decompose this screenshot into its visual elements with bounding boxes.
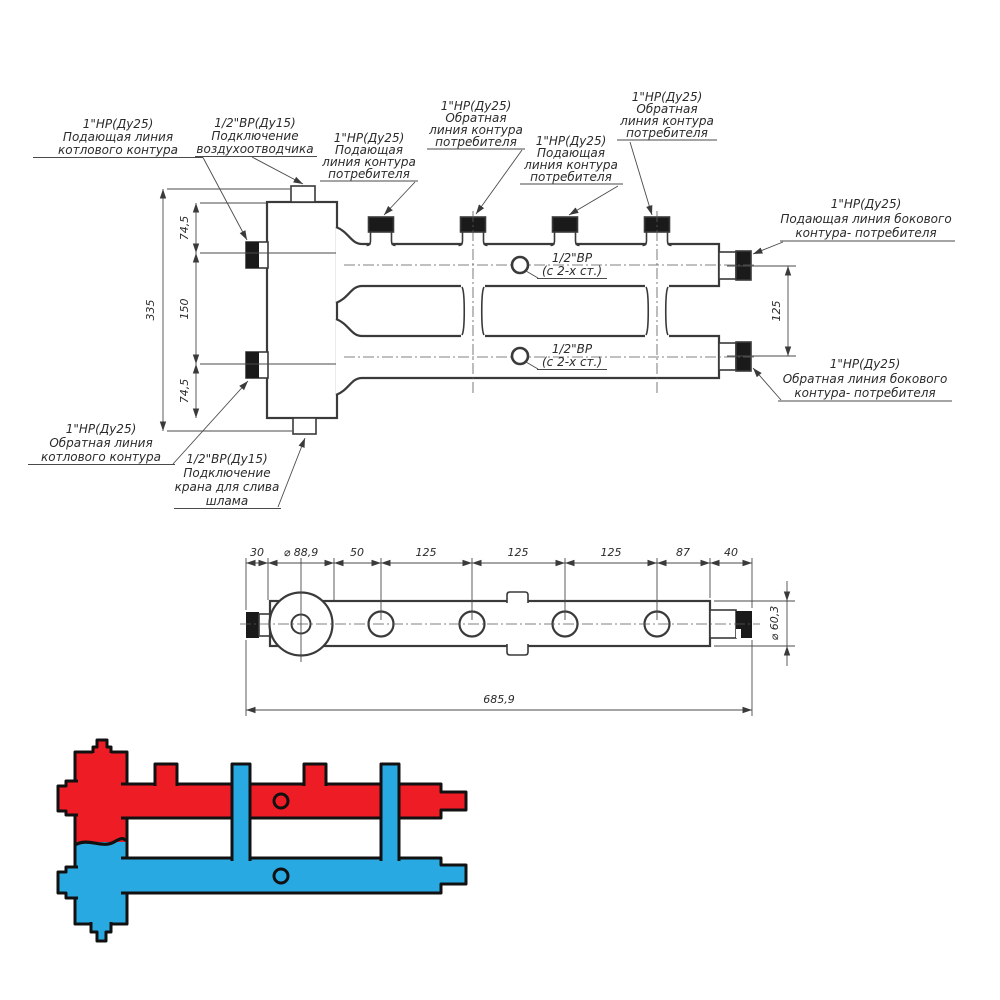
dim-total-length — [246, 640, 752, 716]
svg-text:Обратная: Обратная — [636, 102, 698, 116]
consumer-port-3 — [551, 217, 580, 246]
dim-60-3: ⌀ 60,3 — [768, 605, 781, 641]
dim-685-9: 685,9 — [483, 693, 515, 706]
svg-text:крана для слива: крана для слива — [174, 480, 280, 494]
label-consumer-return-2 — [617, 90, 717, 215]
schematic-drain-stub-fill — [91, 918, 111, 941]
svg-text:линия контура: линия контура — [620, 114, 714, 128]
consumer-port-1 — [367, 217, 396, 246]
svg-text:1"НР(Ду25): 1"НР(Ду25) — [535, 134, 607, 148]
dim-125-a: 125 — [415, 546, 437, 559]
label-consumer-return-1 — [427, 99, 525, 214]
dim-30: 30 — [250, 546, 264, 559]
svg-text:1/2"ВР(Ду15): 1/2"ВР(Ду15) — [186, 452, 268, 466]
svg-text:Подающая: Подающая — [537, 146, 605, 160]
boiler-supply-port — [246, 242, 268, 268]
drain-stub — [293, 418, 316, 434]
half-port-bottom-line1: 1/2"ВР — [551, 342, 593, 356]
dim-87: 87 — [676, 546, 690, 559]
mounting-tab-bottom — [507, 644, 528, 655]
svg-text:котлового контура: котлового контура — [58, 143, 178, 157]
svg-text:линия контура: линия контура — [322, 155, 416, 169]
air-vent-stub — [291, 186, 315, 202]
schematic-supply-stub-1-fill — [155, 764, 177, 788]
label-side-supply — [753, 197, 955, 254]
dim-150: 150 — [178, 298, 191, 320]
svg-text:Подключение: Подключение — [211, 129, 299, 143]
svg-text:контура- потребителя: контура- потребителя — [794, 386, 936, 400]
separator-body — [267, 202, 337, 418]
dim-74-5-bottom: 74,5 — [178, 378, 191, 404]
dim-88-9: ⌀ 88,9 — [283, 546, 319, 559]
front-view — [28, 90, 955, 509]
boiler-return-port — [246, 352, 268, 378]
schematic-riser-1-fill — [232, 764, 250, 862]
svg-text:1"НР(Ду25): 1"НР(Ду25) — [65, 422, 137, 436]
label-drain — [174, 438, 305, 509]
schematic-return-pipe — [121, 858, 466, 893]
dim-335: 335 — [144, 299, 157, 321]
top-dim-texts — [250, 546, 738, 559]
svg-text:потребителя: потребителя — [328, 167, 410, 181]
svg-text:шлама: шлама — [205, 494, 249, 508]
svg-text:1/2"ВР(Ду15): 1/2"ВР(Ду15) — [214, 116, 296, 130]
side-return-connector — [719, 342, 751, 371]
svg-text:1"НР(Ду25): 1"НР(Ду25) — [440, 99, 512, 113]
svg-text:Обратная: Обратная — [445, 111, 507, 125]
svg-text:Обратная линия: Обратная линия — [49, 436, 153, 450]
svg-text:контура- потребителя: контура- потребителя — [795, 226, 937, 240]
schematic-supply-stub-2-fill — [304, 764, 326, 788]
svg-text:котлового контура: котлового контура — [41, 450, 161, 464]
schematic-supply-pipe — [121, 784, 466, 818]
half-port-bottom-line2: (с 2-х ст.) — [541, 355, 603, 369]
svg-text:Подающая линия: Подающая линия — [62, 130, 174, 144]
svg-text:1"НР(Ду25): 1"НР(Ду25) — [82, 117, 154, 131]
svg-text:линия контура: линия контура — [524, 158, 618, 172]
dim-40: 40 — [724, 546, 738, 559]
svg-text:1"НР(Ду25): 1"НР(Ду25) — [631, 90, 703, 104]
dim-74-5-top: 74,5 — [178, 215, 191, 241]
svg-text:Подающая: Подающая — [335, 143, 403, 157]
svg-text:потребителя: потребителя — [626, 126, 708, 140]
svg-text:Подающая линия бокового: Подающая линия бокового — [780, 212, 952, 226]
top-view — [240, 546, 795, 716]
dim-125-b: 125 — [507, 546, 529, 559]
svg-text:линия контура: линия контура — [429, 123, 523, 137]
svg-text:1"НР(Ду25): 1"НР(Ду25) — [829, 357, 901, 371]
label-consumer-supply-2 — [520, 134, 623, 215]
dim-50: 50 — [350, 546, 364, 559]
svg-text:воздухоотводчика: воздухоотводчика — [196, 142, 314, 156]
schematic-riser-2-fill — [381, 764, 399, 862]
svg-text:потребителя: потребителя — [435, 135, 517, 149]
label-air-vent — [195, 116, 317, 184]
top-view-left-connector — [246, 612, 271, 638]
schematic-body-cold — [75, 842, 127, 924]
svg-text:потребителя: потребителя — [530, 170, 612, 184]
svg-text:Обратная линия бокового: Обратная линия бокового — [782, 372, 948, 386]
label-side-return — [753, 357, 952, 401]
svg-text:Подключение: Подключение — [183, 466, 271, 480]
schematic-body-hot — [75, 752, 127, 842]
svg-text:1"НР(Ду25): 1"НР(Ду25) — [333, 131, 405, 145]
dim-125-c: 125 — [600, 546, 622, 559]
svg-text:1"НР(Ду25): 1"НР(Ду25) — [830, 197, 902, 211]
mounting-tab-top — [507, 592, 528, 603]
half-port-top-line2: (с 2-х ст.) — [541, 264, 603, 278]
side-supply-connector — [719, 251, 751, 280]
flow-schematic — [58, 740, 466, 941]
dim-125-right: 125 — [770, 300, 783, 322]
half-port-top-line1: 1/2"ВР — [551, 251, 593, 265]
